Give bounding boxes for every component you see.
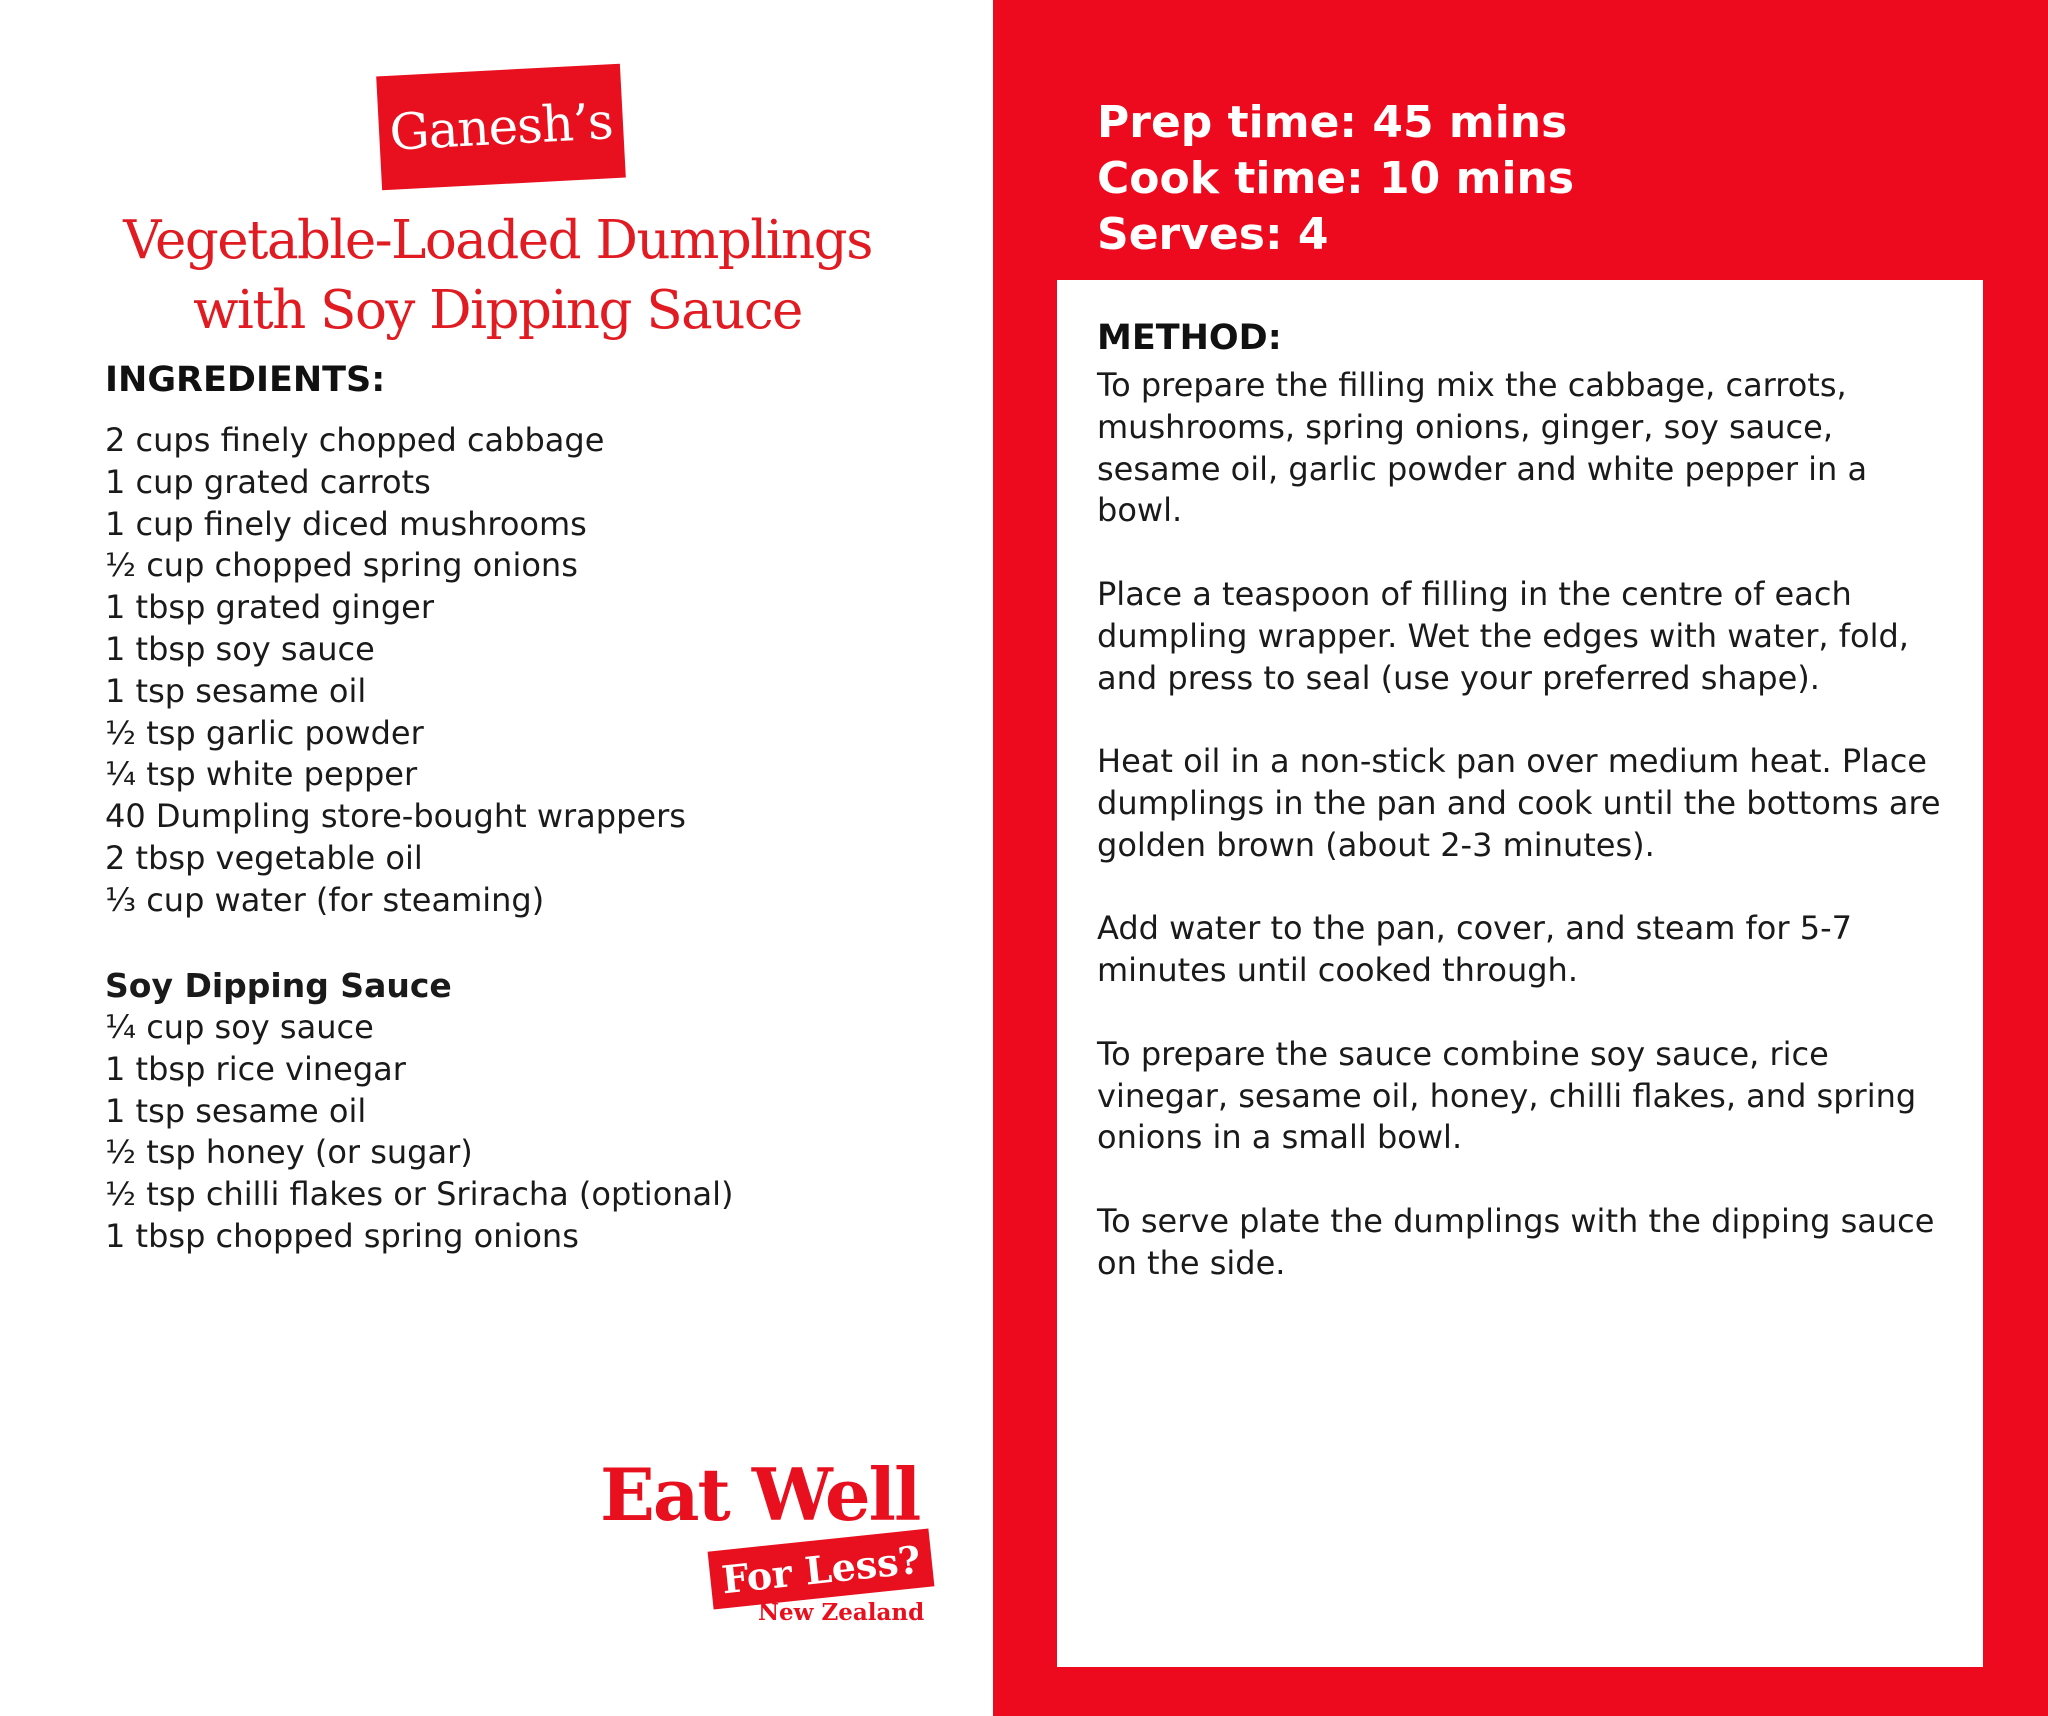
sauce-ingredient-item: ½ tsp chilli flakes or Sriracha (optional) [105, 1175, 734, 1214]
recipe-title-line-1: Vegetable-Loaded Dumplings [123, 210, 872, 271]
ingredients-list [105, 420, 686, 922]
method-heading: METHOD: [1097, 318, 1282, 358]
chef-name-tag [376, 64, 626, 191]
logo-badge-text: For Less? [719, 1536, 923, 1602]
ingredient-item: ½ cup chopped spring onions [105, 546, 578, 585]
ingredient-item: 1 tbsp grated ginger [105, 588, 434, 627]
logo-region: New Zealand [758, 1599, 925, 1626]
eat-well-for-less-logo [600, 1452, 945, 1635]
chef-name: Ganesh’s [388, 92, 614, 162]
sauce-ingredient-item: 1 tbsp chopped spring onions [105, 1216, 579, 1255]
method-card [1057, 280, 1983, 1667]
prep-time: Prep time: 45 mins [1097, 97, 1568, 148]
method-step: Place a teaspoon of filling in the centre of each dumpling wrapper. Wet the edges with water, fold, and press to seal (use your preferred shape). [1097, 574, 1909, 697]
cook-time: Cook time: 10 mins [1097, 153, 1575, 204]
ingredients-panel [0, 0, 993, 1716]
ingredient-item: 1 tbsp soy sauce [105, 629, 375, 668]
method-step: To serve plate the dumplings with the dipping sauce on the side. [1097, 1201, 1935, 1282]
sauce-ingredient-item: ¼ cup soy sauce [105, 1008, 374, 1046]
ingredient-item: 2 cups finely chopped cabbage [105, 421, 605, 459]
ingredient-item: ⅓ cup water (for steaming) [105, 880, 545, 919]
sauce-ingredient-item: 1 tbsp rice vinegar [105, 1049, 406, 1088]
ingredient-item: ¼ tsp white pepper [105, 755, 418, 794]
sauce-ingredients-list [105, 1007, 734, 1258]
recipe-times [1097, 95, 1574, 263]
recipe-title-line-2: with Soy Dipping Sauce [193, 280, 802, 341]
ingredient-item: ½ tsp garlic powder [105, 713, 424, 752]
method-step: To prepare the filling mix the cabbage, carrots, mushrooms, spring onions, ginger, soy sauce, sesame oil, garlic powder and white pepper in a bowl. [1097, 366, 1868, 530]
sauce-ingredient-item: 1 tsp sesame oil [105, 1091, 367, 1130]
ingredient-item: 1 tsp sesame oil [105, 671, 367, 710]
ingredient-item: 1 cup grated carrots [105, 462, 431, 501]
ingredient-item: 1 cup finely diced mushrooms [105, 504, 587, 543]
method-steps [1097, 365, 1947, 1326]
sauce-heading: Soy Dipping Sauce [105, 966, 452, 1005]
logo-wordmark: Eat Well [600, 1452, 920, 1537]
method-step: Heat oil in a non-stick pan over medium heat. Place dumplings in the pan and cook until the bottoms are golden brown (about 2-3 minutes). [1097, 742, 1941, 864]
recipe-title [100, 206, 895, 346]
sauce-ingredient-item: ½ tsp honey (or sugar) [105, 1133, 473, 1172]
method-step: To prepare the sauce combine soy sauce, rice vinegar, sesame oil, honey, chilli flakes, and spring onions in a small bowl. [1097, 1034, 1917, 1157]
ingredients-heading: INGREDIENTS: [105, 360, 386, 400]
serves: Serves: 4 [1097, 209, 1329, 260]
method-step: Add water to the pan, cover, and steam for 5-7 minutes until cooked through. [1097, 909, 1852, 990]
ingredient-item: 40 Dumpling store-bought wrappers [105, 797, 686, 836]
ingredient-item: 2 tbsp vegetable oil [105, 838, 423, 877]
